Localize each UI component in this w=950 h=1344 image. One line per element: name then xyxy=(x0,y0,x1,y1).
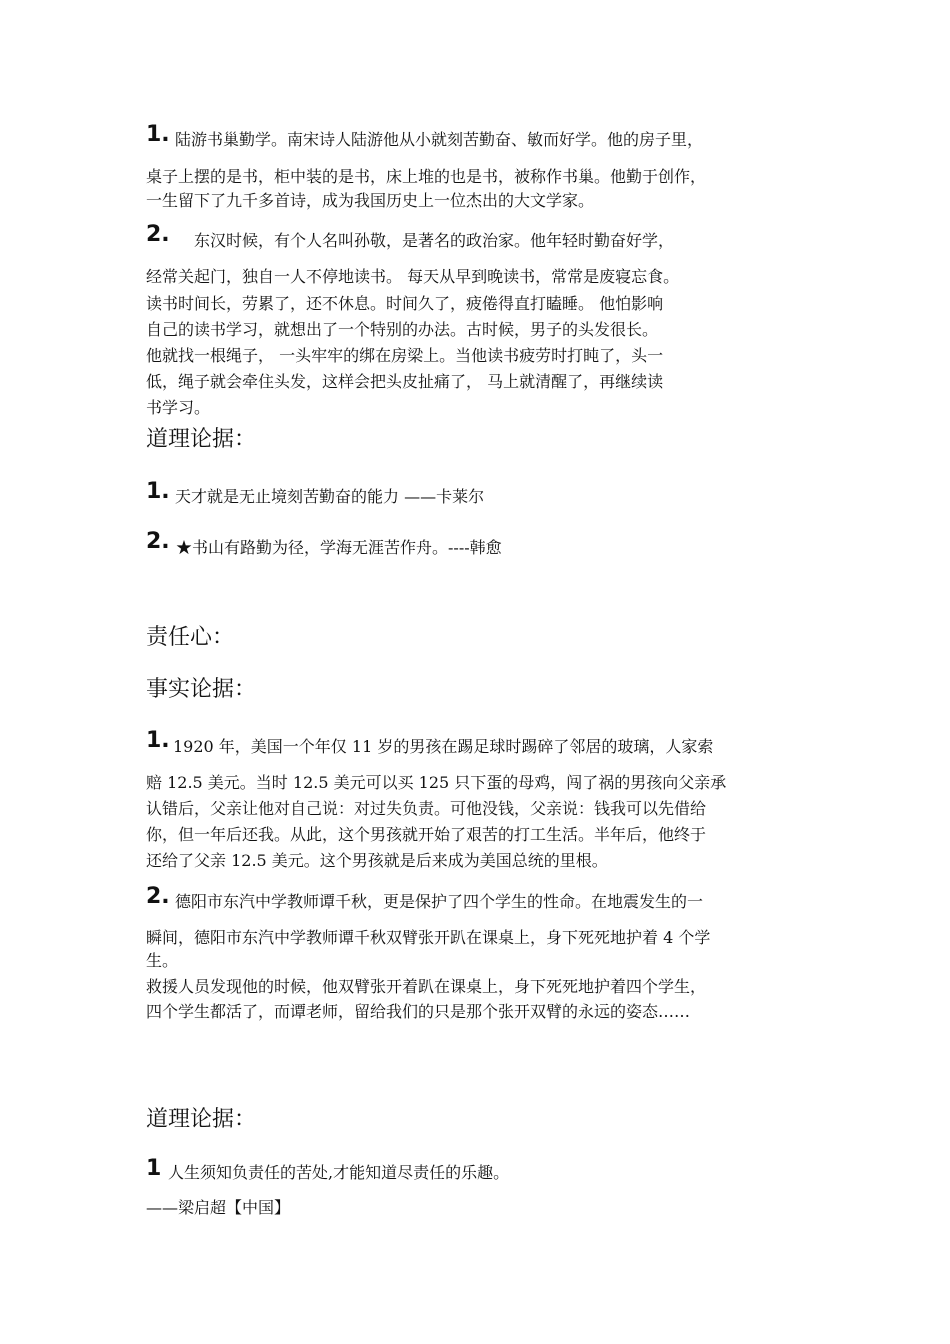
section-heading: 道理论据： xyxy=(146,427,257,452)
item-number: 2. xyxy=(146,884,170,909)
paragraph-line: 他就找一根绳子， 一头牢牢的绑在房梁上。当他读书疲劳时打盹了，头一 xyxy=(146,346,664,365)
item-number: 2. xyxy=(146,529,170,554)
quote-attribution: ——梁启超【中国】 xyxy=(146,1198,291,1217)
paragraph-line: 四个学生都活了，而谭老师，留给我们的只是那个张开双臂的永远的姿态…… xyxy=(146,1002,691,1021)
quote-text: 人生须知负责任的苦处,才能知道尽责任的乐趣。 xyxy=(168,1163,510,1182)
paragraph-line: 东汉时候，有个人名叫孙敬，是著名的政治家。他年轻时勤奋好学， xyxy=(194,231,675,250)
paragraph-line: 生。 xyxy=(146,951,179,970)
quote-text: ★书山有路勤为径，学海无涯苦作舟。----韩愈 xyxy=(176,538,502,557)
paragraph-line: 读书时间长，劳累了，还不休息。时间久了，疲倦得直打瞌睡。 他怕影响 xyxy=(146,294,664,313)
item-number: 1. xyxy=(146,728,170,753)
paragraph-line: 还给了父亲 12.5 美元。这个男孩就是后来成为美国总统的里根。 xyxy=(146,851,608,870)
paragraph-line: 低，绳子就会牵住头发，这样会把头皮扯痛了， 马上就清醒了，再继续读 xyxy=(146,372,664,391)
item-number: 1. xyxy=(146,479,170,504)
item-number: 2. xyxy=(146,222,170,247)
paragraph-line: 瞬间，德阳市东汽中学教师谭千秋双臂张开趴在课桌上，身下死死地护着 4 个学 xyxy=(146,928,711,947)
paragraph-line: 1920 年，美国一个年仅 11 岁的男孩在踢足球时踢碎了邻居的玻璃，人家索 xyxy=(173,737,714,756)
paragraph-line: 书学习。 xyxy=(146,398,211,417)
quote-text: 天才就是无止境刻苦勤奋的能力 ——卡莱尔 xyxy=(175,487,485,506)
paragraph-line: 德阳市东汽中学教师谭千秋，更是保护了四个学生的性命。在地震发生的一 xyxy=(175,892,704,911)
paragraph-line: 经常关起门，独自一人不停地读书。 每天从早到晚读书，常常是废寝忘食。 xyxy=(146,267,680,286)
paragraph-line: 陆游书巢勤学。南宋诗人陆游他从小就刻苦勤奋、敏而好学。他的房子里， xyxy=(175,130,704,149)
paragraph-line: 赔 12.5 美元。当时 12.5 美元可以买 125 只下蛋的母鸡，闯了祸的男孩向父亲承 xyxy=(146,773,727,792)
section-heading: 道理论据： xyxy=(146,1107,257,1132)
item-number: 1 xyxy=(146,1156,162,1181)
section-heading: 事实论据： xyxy=(146,677,257,702)
paragraph-line: 自己的读书学习，就想出了一个特别的办法。古时候，男子的头发很长。 xyxy=(146,320,659,339)
paragraph-line: 救援人员发现他的时候，他双臂张开着趴在课桌上，身下死死地护着四个学生， xyxy=(146,977,707,996)
paragraph-line: 桌子上摆的是书，柜中装的是书，床上堆的也是书，被称作书巢。他勤于创作， xyxy=(146,167,707,186)
topic-heading: 责任心： xyxy=(146,625,235,650)
paragraph-line: 认错后，父亲让他对自己说：对过失负责。可他没钱，父亲说：钱我可以先借给 xyxy=(146,799,707,818)
paragraph-line: 你，但一年后还我。从此，这个男孩就开始了艰苦的打工生活。半年后，他终于 xyxy=(146,825,707,844)
item-number: 1. xyxy=(146,122,170,147)
paragraph-line: 一生留下了九千多首诗，成为我国历史上一位杰出的大文学家。 xyxy=(146,191,595,210)
